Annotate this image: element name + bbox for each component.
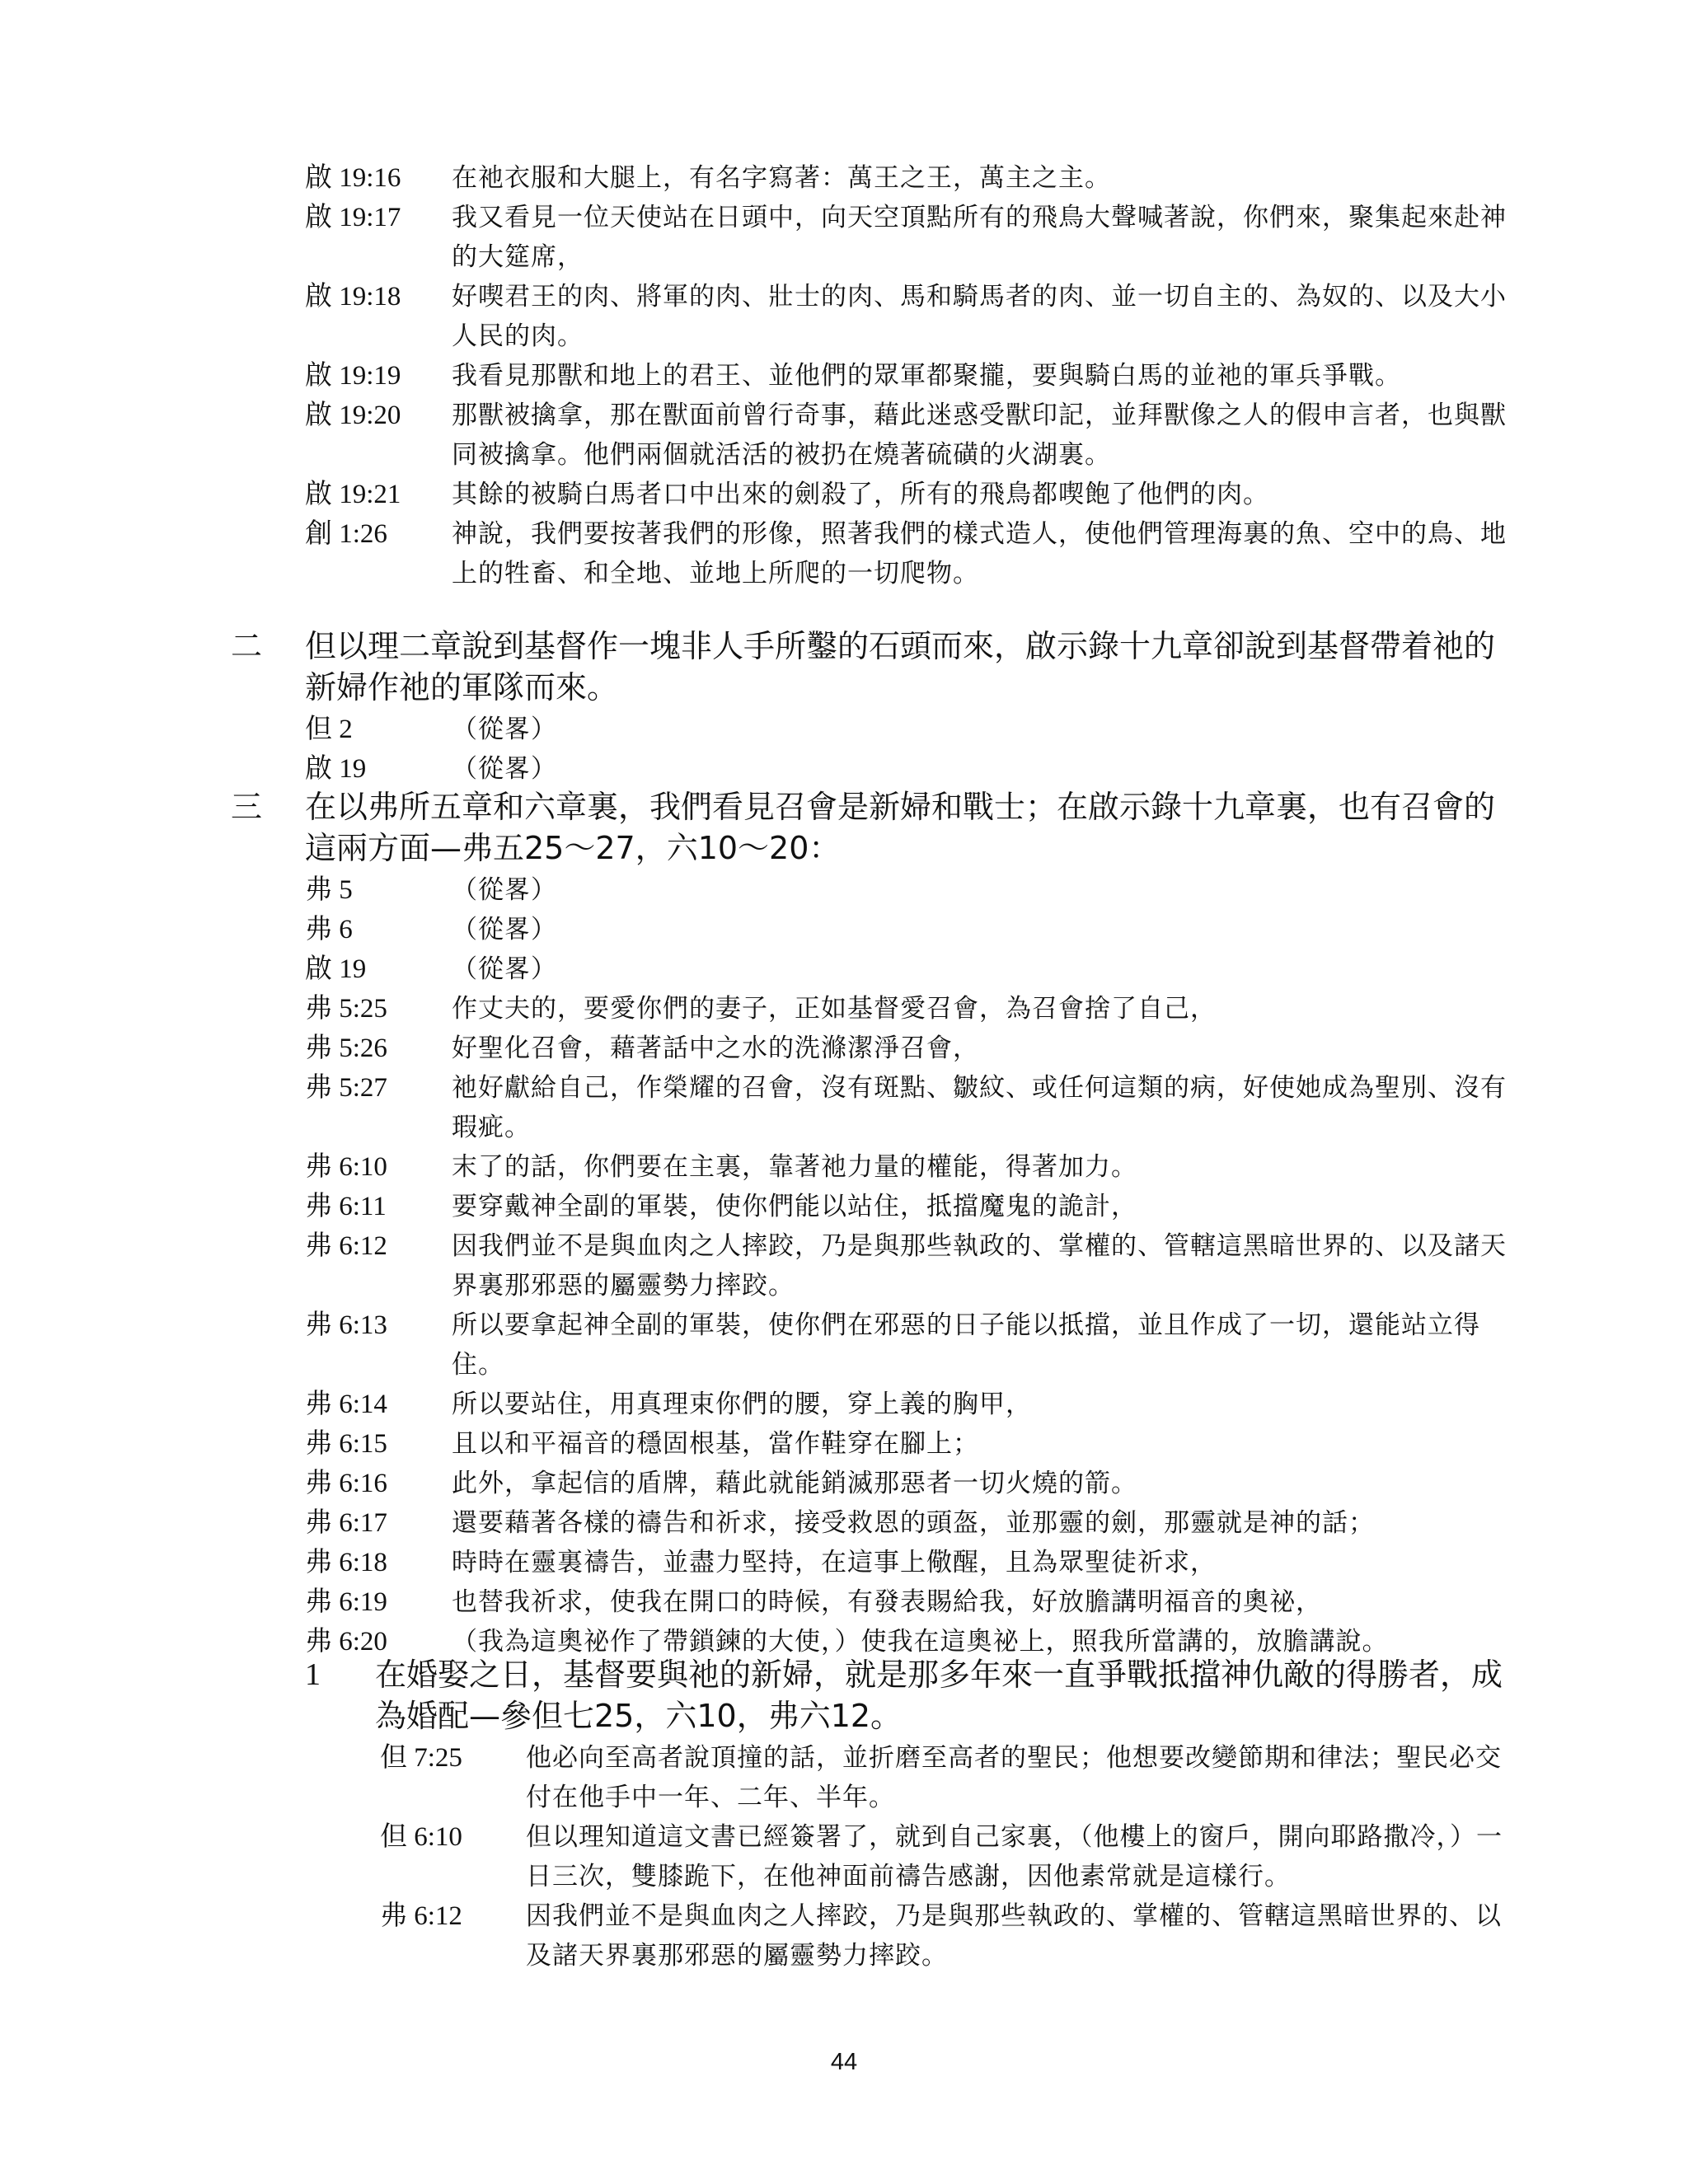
verse-row [0, 514, 1688, 593]
verse-reference: 弗 6:18 [305, 1548, 387, 1577]
verse-text: （從畧） [452, 754, 557, 784]
verse-row [0, 1187, 1688, 1226]
verse-row [0, 1896, 1688, 1975]
verse-text: 在祂衣服和大腿上，有名字寫著：萬王之王，萬主之主。 [452, 163, 1111, 193]
verse-row [0, 710, 1688, 749]
verse-text: 神說，我們要按著我們的形像，照著我們的樣式造人，使他們管理海裏的魚、空中的鳥、地上的牲畜、和全地、並地上所爬的一切爬物。 [452, 519, 1507, 588]
verse-text: 末了的話，你們要在主裏，靠著祂力量的權能，得著加力。 [452, 1152, 1137, 1182]
verse-text: （從畧） [452, 954, 557, 984]
verse-reference: 啟 19:18 [305, 282, 401, 312]
verse-row [0, 870, 1688, 910]
verse-reference: 啟 19:17 [305, 203, 401, 232]
verse-text: （從畧） [452, 875, 557, 905]
verse-text: 我又看見一位天使站在日頭中，向天空頂點所有的飛鳥大聲喊著說，你們來，聚集起來赴神的大筵席， [452, 203, 1507, 272]
verse-text: 且以和平福音的穩固根基，當作鞋穿在腳上； [452, 1429, 979, 1459]
verse-reference: 弗 5:26 [305, 1033, 387, 1063]
outline-point [0, 626, 1688, 708]
verse-row [0, 1582, 1688, 1622]
verse-row [0, 1305, 1688, 1385]
verse-text: 所以要拿起神全副的軍裝，使你們在邪惡的日子能以抵擋，並且作成了一切，還能站立得住。 [452, 1310, 1480, 1380]
verse-reference: 弗 6:11 [305, 1192, 387, 1221]
verse-reference: 創 1:26 [305, 519, 387, 549]
verse-reference: 但 2 [305, 715, 353, 744]
verse-row [0, 1738, 1688, 1817]
subpoint-text: 在婚娶之日，基督要與祂的新婦，就是那多年來一直爭戰抵擋神仇敵的得勝者，成為婚配—參但七25，六10，弗六12。 [375, 1657, 1503, 1734]
verse-text: 好聖化召會，藉著話中之水的洗滌潔淨召會， [452, 1033, 979, 1063]
point-text: 在以弗所五章和六章裏，我們看見召會是新婦和戰士；在啟示錄十九章裏，也有召會的這兩方面—弗五25～27，六10～20： [305, 789, 1496, 866]
verse-row [0, 1464, 1688, 1503]
verse-text: 要穿戴神全副的軍裝，使你們能以站住，抵擋魔鬼的詭計， [452, 1192, 1137, 1221]
verse-reference: 啟 19 [305, 754, 367, 784]
verse-reference: 弗 6:10 [305, 1152, 387, 1182]
verse-reference: 弗 5:25 [305, 994, 387, 1024]
verse-row [0, 910, 1688, 949]
verse-text: 所以要站住，用真理束你們的腰，穿上義的胸甲， [452, 1390, 1032, 1419]
verse-row [0, 989, 1688, 1029]
verse-text: 我看見那獸和地上的君王、並他們的眾軍都聚攏，要與騎白馬的並祂的軍兵爭戰。 [452, 361, 1401, 391]
point-number: 二 [231, 628, 263, 664]
verse-text: 因我們並不是與血肉之人摔跤，乃是與那些執政的、掌權的、管轄這黑暗世界的、以及諸天界裏那邪惡的屬靈勢力摔跤。 [526, 1901, 1502, 1971]
verse-reference: 但 6:10 [380, 1822, 462, 1852]
verse-reference: 弗 6 [305, 915, 353, 944]
verse-row [0, 1068, 1688, 1147]
verse-text: 他必向至高者說頂撞的話，並折磨至高者的聖民；他想要改變節期和律法；聖民必交付在他手中一年、二年、半年。 [526, 1743, 1502, 1812]
verse-row [0, 1226, 1688, 1305]
verse-text: 還要藉著各樣的禱告和祈求，接受救恩的頭盔，並那靈的劍，那靈就是神的話； [452, 1508, 1375, 1538]
verse-row [0, 1543, 1688, 1582]
verse-row [0, 1424, 1688, 1464]
verse-text: 作丈夫的，要愛你們的妻子，正如基督愛召會，為召會捨了自己， [452, 994, 1217, 1024]
subpoint-number: 1 [305, 1657, 321, 1692]
verse-reference: 啟 19:20 [305, 401, 401, 430]
verse-text: 好喫君王的肉、將軍的肉、壯士的肉、馬和騎馬者的肉、並一切自主的、為奴的、以及大小人民的肉。 [452, 282, 1507, 351]
outline-subpoint-one [0, 1651, 1688, 1975]
outline-subpoint [0, 1654, 1688, 1736]
verse-text: 時時在靈裏禱告，並盡力堅持，在這事上儆醒，且為眾聖徒祈求， [452, 1548, 1217, 1577]
verse-reference: 弗 6:15 [305, 1429, 387, 1459]
page-number: 44 [830, 2049, 858, 2075]
verse-row [0, 277, 1688, 356]
verse-row [0, 1503, 1688, 1543]
verse-reference: 弗 6:17 [305, 1508, 387, 1538]
verse-row [0, 356, 1688, 396]
verse-row [0, 1385, 1688, 1424]
verse-row [0, 475, 1688, 514]
verse-text: （從畧） [452, 715, 557, 744]
verse-text: 其餘的被騎白馬者口中出來的劍殺了，所有的飛鳥都喫飽了他們的肉。 [452, 480, 1269, 509]
verse-reference: 弗 6:19 [305, 1587, 387, 1617]
verse-reference: 弗 6:13 [305, 1310, 387, 1340]
verse-reference: 弗 6:12 [305, 1231, 387, 1261]
verse-row [0, 949, 1688, 989]
verse-row [0, 1817, 1688, 1896]
verse-text: 但以理知道這文書已經簽署了，就到自己家裏，（他樓上的窗戶，開向耶路撒冷，）一日三次，雙膝跪下，在他神面前禱告感謝，因他素常就是這樣行。 [526, 1822, 1503, 1891]
verse-text: 那獸被擒拿，那在獸面前曾行奇事，藉此迷惑受獸印記，並拜獸像之人的假申言者，也與獸同被擒拿。他們兩個就活活的被扔在燒著硫磺的火湖裏。 [452, 401, 1507, 470]
verse-reference: 啟 19:16 [305, 163, 401, 193]
verse-reference: 啟 19:19 [305, 361, 401, 391]
verse-text: 也替我祈求，使我在開口的時候，有發表賜給我，好放膽講明福音的奧祕， [452, 1587, 1322, 1617]
verse-reference: 弗 5:27 [305, 1073, 387, 1103]
verse-text: 祂好獻給自己，作榮耀的召會，沒有斑點、皺紋、或任何這類的病，好使她成為聖別、沒有瑕疵。 [452, 1073, 1507, 1142]
verse-row [0, 396, 1688, 475]
verse-row [0, 158, 1688, 198]
verse-row [0, 1029, 1688, 1068]
verse-text: （我為這奧祕作了帶鎖鍊的大使，）使我在這奧祕上，照我所當講的，放膽講說。 [452, 1627, 1389, 1657]
verse-reference: 弗 5 [305, 875, 353, 905]
verse-text: 因我們並不是與血肉之人摔跤，乃是與那些執政的、掌權的、管轄這黑暗世界的、以及諸天界裏那邪惡的屬靈勢力摔跤。 [452, 1231, 1507, 1301]
verse-text: 此外，拿起信的盾牌，藉此就能銷滅那惡者一切火燒的箭。 [452, 1469, 1137, 1498]
verse-reference: 啟 19 [305, 954, 367, 984]
top-verse-list [0, 158, 1688, 593]
verse-reference: 弗 6:20 [305, 1627, 387, 1657]
point-text: 但以理二章說到基督作一塊非人手所鑿的石頭而來，啟示錄十九章卻說到基督帶着祂的新婦作祂的軍隊而來。 [305, 628, 1496, 705]
outline-point-two [0, 622, 1688, 789]
verse-reference: 弗 6:16 [305, 1469, 387, 1498]
verse-text: （從畧） [452, 915, 557, 944]
outline-point-three [0, 783, 1688, 1661]
point-number: 三 [231, 789, 263, 825]
verse-row [0, 198, 1688, 277]
verse-reference: 啟 19:21 [305, 480, 401, 509]
verse-reference: 但 7:25 [380, 1743, 462, 1773]
verse-row [0, 1147, 1688, 1187]
outline-point [0, 786, 1688, 869]
verse-reference: 弗 6:12 [380, 1901, 462, 1931]
verse-reference: 弗 6:14 [305, 1390, 387, 1419]
